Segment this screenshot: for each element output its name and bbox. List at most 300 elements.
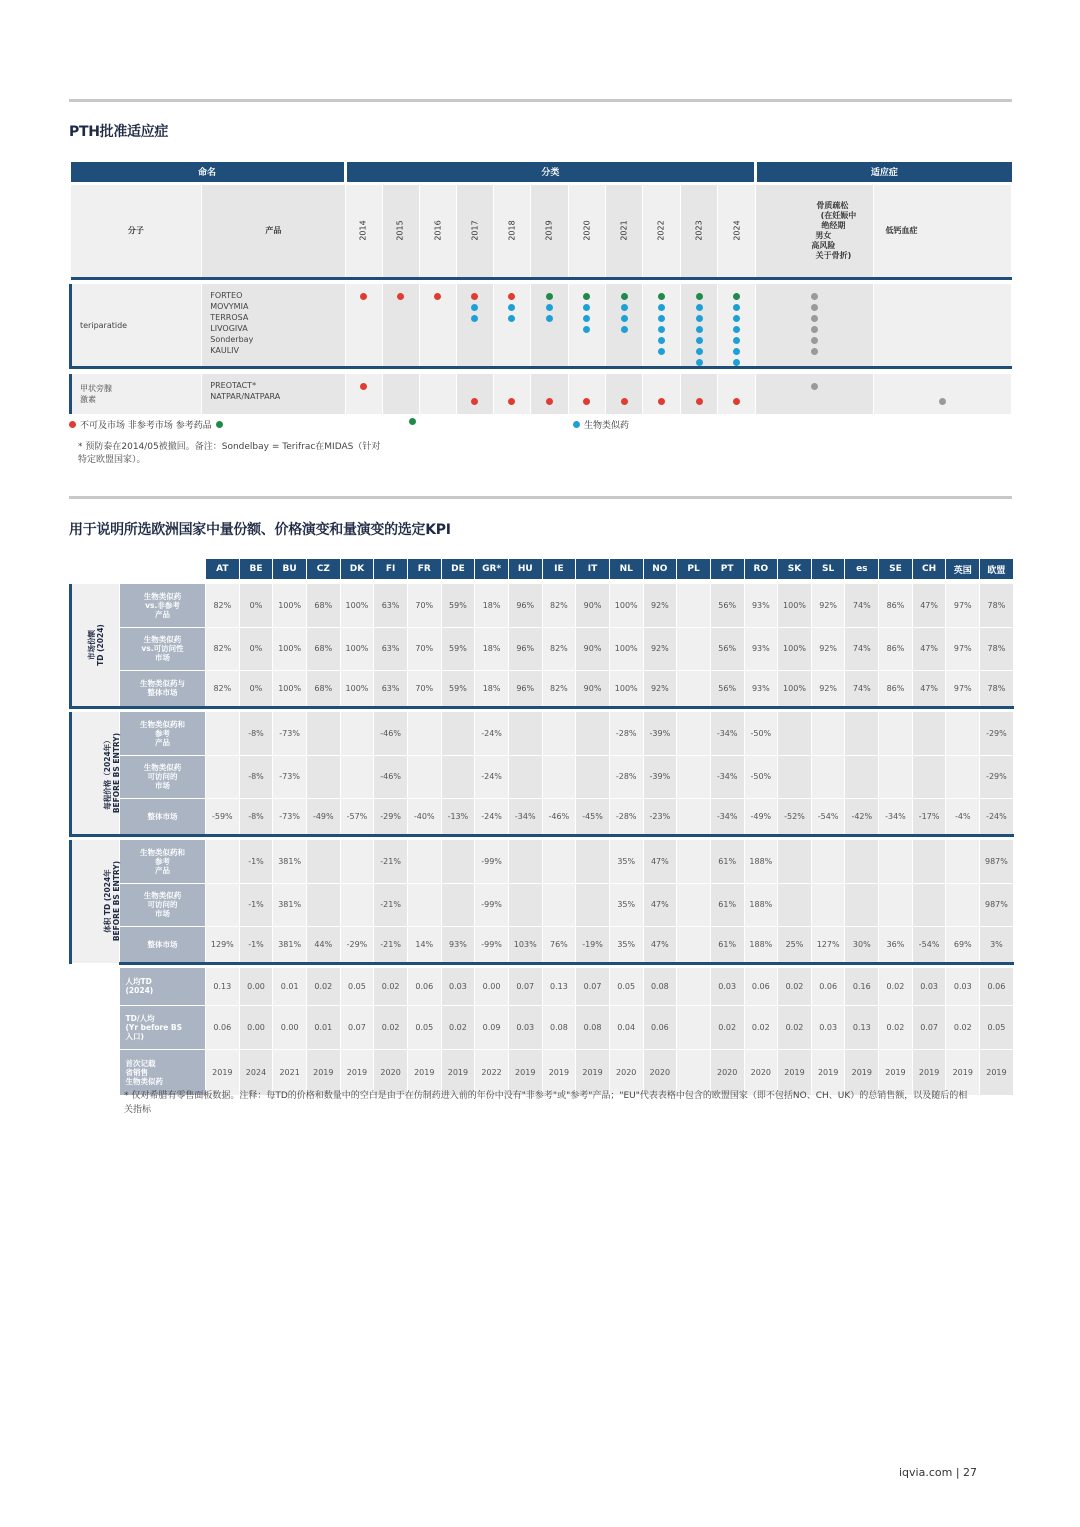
kpi-extra-cell: 0.03 — [811, 1005, 845, 1049]
kpi-extra-label: 首次记载 省销售 生物类似药 — [120, 1049, 206, 1095]
kpi-cell — [879, 755, 913, 798]
kpi-cell: 96% — [508, 627, 542, 670]
kpi-cell: -99% — [475, 926, 509, 963]
kpi-extra-cell: 2020 — [744, 1049, 778, 1095]
kpi-cell: -50% — [744, 712, 778, 755]
product-list-teriparatide — [202, 284, 345, 368]
indication-table — [69, 162, 1012, 414]
approval-dot-green — [696, 293, 703, 300]
kpi-cell: -39% — [643, 712, 677, 755]
country-header: FR — [407, 559, 441, 579]
country-header: BU — [273, 559, 307, 579]
kpi-cell: 97% — [946, 627, 980, 670]
dots-r0-y9 — [681, 284, 718, 368]
kpi-extra-cell: 2020 — [710, 1049, 744, 1095]
kpi-cell: -24% — [475, 755, 509, 798]
kpi-cell — [542, 755, 576, 798]
kpi-cell: -34% — [710, 755, 744, 798]
approval-dot-blue — [696, 359, 703, 366]
kpi-extra-cell: 2022 — [475, 1049, 509, 1095]
approval-dot-green — [733, 293, 740, 300]
kpi-cell: 96% — [508, 584, 542, 627]
kpi-cell: 82% — [206, 670, 240, 707]
legend-green-standalone — [409, 418, 416, 425]
kpi-cell: -34% — [710, 798, 744, 835]
approval-dot-blue — [621, 304, 628, 311]
kpi-extra-cell: 0.08 — [542, 1005, 576, 1049]
kpi-cell — [340, 712, 374, 755]
legend-green-dot-icon-2 — [409, 418, 416, 425]
kpi-extra-cell: 0.04 — [609, 1005, 643, 1049]
kpi-cell: 61% — [710, 840, 744, 883]
kpi-extra-cell: 2019 — [845, 1049, 879, 1095]
molecule-teriparatide: teriparatide — [71, 284, 202, 368]
approval-dot-blue — [658, 348, 665, 355]
kpi-cell: 82% — [542, 584, 576, 627]
dots-r1-y0 — [345, 374, 382, 414]
kpi-cell: 70% — [407, 584, 441, 627]
kpi-cell: 92% — [643, 627, 677, 670]
approval-dot-blue — [658, 304, 665, 311]
kpi-cell — [811, 883, 845, 926]
kpi-extra-cell: 0.13 — [206, 968, 240, 1005]
year-2020: 2020 — [568, 183, 605, 278]
kpi-cell: 381% — [273, 883, 307, 926]
dots-r0-y7 — [606, 284, 643, 368]
kpi-cell: 82% — [542, 670, 576, 707]
kpi-extra-cell: 0.06 — [811, 968, 845, 1005]
kpi-cell — [441, 840, 475, 883]
kpi-cell — [407, 712, 441, 755]
country-header: DE — [441, 559, 475, 579]
year-2015: 2015 — [382, 183, 419, 278]
kpi-extra-cell: 0.06 — [643, 1005, 677, 1049]
approval-dot-green — [583, 293, 590, 300]
dots-r1-y8 — [643, 374, 681, 414]
approval-dot-red — [471, 293, 478, 300]
kpi-cell — [441, 712, 475, 755]
kpi-cell: 35% — [609, 840, 643, 883]
kpi-cell: 82% — [542, 627, 576, 670]
kpi-cell — [206, 755, 240, 798]
kpi-cell: 987% — [980, 840, 1014, 883]
kpi-cell: 14% — [407, 926, 441, 963]
kpi-group-label: 市场份额 TD (2024) — [71, 584, 120, 707]
product-sonderbay: Sonderbay — [210, 335, 254, 344]
kpi-cell — [441, 755, 475, 798]
kpi-extra-cell: 2019 — [879, 1049, 913, 1095]
kpi-cell — [845, 755, 879, 798]
dots-r1-ind2 — [873, 374, 1011, 414]
kpi-cell — [306, 883, 340, 926]
kpi-cell: -24% — [475, 712, 509, 755]
indication-dot-grey — [811, 293, 818, 300]
kpi-cell: 90% — [576, 627, 610, 670]
kpi-cell: -1% — [239, 926, 273, 963]
kpi-cell — [306, 712, 340, 755]
kpi-cell: 93% — [744, 670, 778, 707]
approval-dot-blue — [696, 337, 703, 344]
kpi-cell: 74% — [845, 670, 879, 707]
kpi-cell: 92% — [811, 627, 845, 670]
kpi-extra-cell: 0.02 — [374, 1005, 408, 1049]
kpi-cell: 100% — [778, 584, 812, 627]
kpi-cell: 44% — [306, 926, 340, 963]
approval-dot-red — [471, 398, 478, 405]
dots-r1-y1 — [382, 374, 419, 414]
kpi-row-label: 生物类似药和 参考 产品 — [120, 840, 206, 883]
kpi-extra-cell: 0.00 — [239, 1005, 273, 1049]
kpi-extra-cell: 0.00 — [239, 968, 273, 1005]
product-preotact: PREOTACT* — [210, 380, 257, 390]
kpi-extra-cell: 2019 — [778, 1049, 812, 1095]
kpi-cell: 63% — [374, 584, 408, 627]
kpi-cell: 100% — [609, 584, 643, 627]
kpi-cell: 97% — [946, 670, 980, 707]
kpi-cell: -73% — [273, 755, 307, 798]
kpi-cell: 25% — [778, 926, 812, 963]
kpi-cell — [508, 883, 542, 926]
kpi-extra-label: 人均TD (2024) — [120, 968, 206, 1005]
kpi-extra-cell: 0.02 — [778, 1005, 812, 1049]
approval-dot-red — [546, 398, 553, 405]
kpi-cell: 56% — [710, 670, 744, 707]
approval-dot-blue — [733, 326, 740, 333]
year-2014: 2014 — [345, 183, 382, 278]
kpi-cell: 35% — [609, 926, 643, 963]
kpi-cell — [778, 755, 812, 798]
legend-right: 生物类似药 — [573, 418, 629, 431]
kpi-cell: -54% — [811, 798, 845, 835]
kpi-extra-cell: 0.02 — [946, 1005, 980, 1049]
kpi-cell — [340, 840, 374, 883]
kpi-cell: -73% — [273, 712, 307, 755]
kpi-group-label: 每程价格（2024年） BEFORE BS ENTRY) — [71, 712, 120, 835]
kpi-group-label: 体积 TD (2024年 BEFORE BS ENTRY) — [71, 840, 120, 963]
kpi-cell: 70% — [407, 670, 441, 707]
year-2023: 2023 — [681, 183, 718, 278]
kpi-cell: -29% — [980, 712, 1014, 755]
dots-r0-y3 — [456, 284, 493, 368]
kpi-cell: 47% — [643, 926, 677, 963]
kpi-cell: 129% — [206, 926, 240, 963]
kpi-extra-cell: 0.02 — [778, 968, 812, 1005]
kpi-cell — [879, 883, 913, 926]
kpi-cell: -4% — [946, 798, 980, 835]
country-header: FI — [374, 559, 408, 579]
country-header: SE — [879, 559, 913, 579]
kpi-extra-cell: 2020 — [609, 1049, 643, 1095]
approval-dot-red — [360, 293, 367, 300]
approval-dot-blue — [508, 315, 515, 322]
kpi-cell — [508, 712, 542, 755]
approval-dot-blue — [696, 315, 703, 322]
kpi-cell — [306, 840, 340, 883]
kpi-cell: 96% — [508, 670, 542, 707]
kpi-cell — [677, 670, 711, 707]
kpi-cell: -54% — [912, 926, 946, 963]
kpi-cell — [407, 840, 441, 883]
kpi-cell: -40% — [407, 798, 441, 835]
kpi-table — [69, 559, 1014, 1096]
country-header: DK — [340, 559, 374, 579]
kpi-cell — [206, 840, 240, 883]
kpi-cell: 100% — [340, 670, 374, 707]
approval-dot-blue — [733, 337, 740, 344]
kpi-cell: -21% — [374, 883, 408, 926]
legend-green-dot-icon — [216, 421, 223, 428]
country-header: PT — [710, 559, 744, 579]
kpi-cell: 56% — [710, 627, 744, 670]
kpi-extra-cell: 2019 — [340, 1049, 374, 1095]
kpi-extra-cell: 0.02 — [306, 968, 340, 1005]
kpi-cell: 74% — [845, 627, 879, 670]
kpi-extra-cell: 0.07 — [508, 968, 542, 1005]
kpi-cell: -42% — [845, 798, 879, 835]
kpi-extra-cell: 2019 — [542, 1049, 576, 1095]
kpi-cell: 78% — [980, 584, 1014, 627]
kpi-cell: 63% — [374, 627, 408, 670]
legend-left: 不可及市场 非参考市场 参考药品 — [69, 418, 223, 431]
kpi-cell: 100% — [273, 670, 307, 707]
legend-blue-dot-icon — [573, 421, 580, 428]
kpi-cell: -34% — [508, 798, 542, 835]
kpi-extra-cell: 0.06 — [206, 1005, 240, 1049]
kpi-cell: -46% — [374, 712, 408, 755]
approval-dot-red — [360, 383, 367, 390]
year-2017: 2017 — [456, 183, 493, 278]
kpi-extra-cell: 2019 — [912, 1049, 946, 1095]
country-header: NL — [609, 559, 643, 579]
approval-dot-blue — [658, 337, 665, 344]
kpi-cell — [879, 840, 913, 883]
kpi-cell: 100% — [273, 584, 307, 627]
kpi-cell: 76% — [542, 926, 576, 963]
kpi-cell — [946, 840, 980, 883]
kpi-extra-cell: 0.02 — [744, 1005, 778, 1049]
kpi-extra-cell: 2024 — [239, 1049, 273, 1095]
kpi-cell — [677, 755, 711, 798]
kpi-cell: 68% — [306, 670, 340, 707]
country-header: AT — [206, 559, 240, 579]
molecule-pth: 甲状旁腺 激素 — [71, 374, 202, 414]
kpi-extra-cell: 0.03 — [912, 968, 946, 1005]
kpi-extra-cell: 0.08 — [643, 968, 677, 1005]
kpi-extra-cell: 2021 — [273, 1049, 307, 1095]
year-2016: 2016 — [419, 183, 456, 278]
kpi-cell: 36% — [879, 926, 913, 963]
year-2019: 2019 — [530, 183, 568, 278]
country-header: RO — [744, 559, 778, 579]
approval-dot-red — [733, 398, 740, 405]
kpi-extra-cell: 2019 — [946, 1049, 980, 1095]
dots-r0-y8 — [643, 284, 681, 368]
kpi-cell — [340, 883, 374, 926]
kpi-extra-cell — [677, 1005, 711, 1049]
kpi-extra-cell: 0.05 — [609, 968, 643, 1005]
approval-dot-red — [583, 398, 590, 405]
section2-title: 用于说明所选欧洲国家中量份额、价格演变和量演变的选定KPI — [69, 522, 451, 538]
kpi-row-label: 生物类似药 可访问的 市场 — [120, 755, 206, 798]
indication-dot-grey — [811, 304, 818, 311]
kpi-cell: -49% — [306, 798, 340, 835]
dots-r1-y2 — [419, 374, 456, 414]
indication-dot-grey — [811, 383, 818, 390]
kpi-cell — [879, 712, 913, 755]
middle-rule — [69, 496, 1012, 499]
approval-dot-red — [621, 398, 628, 405]
legend-red-dot-icon — [69, 421, 76, 428]
kpi-cell — [306, 755, 340, 798]
country-header: BE — [239, 559, 273, 579]
approval-dot-blue — [471, 315, 478, 322]
section1-footnote: * 预防泰在2014/05被撤回。备注：Sondelbay = Terifrac在MIDAS（针对 特定欧盟国家）。 — [78, 442, 381, 465]
country-header: es — [845, 559, 879, 579]
approval-dot-blue — [621, 315, 628, 322]
kpi-extra-cell: 0.09 — [475, 1005, 509, 1049]
kpi-cell — [677, 926, 711, 963]
kpi-cell: 47% — [643, 840, 677, 883]
kpi-extra-label: TD/人均 (Yr before BS 入口) — [120, 1005, 206, 1049]
kpi-extra-cell: 0.01 — [273, 968, 307, 1005]
kpi-row-label: 整体市场 — [120, 798, 206, 835]
kpi-extra-cell: 0.05 — [340, 968, 374, 1005]
country-header: PL — [677, 559, 711, 579]
kpi-cell — [340, 755, 374, 798]
approval-dot-blue — [696, 348, 703, 355]
group-header-class: 分类 — [345, 162, 756, 183]
kpi-cell — [677, 840, 711, 883]
approval-dot-blue — [621, 326, 628, 333]
kpi-cell — [441, 883, 475, 926]
kpi-extra-cell: 0.03 — [946, 968, 980, 1005]
dots-r0-ind2 — [873, 284, 1011, 368]
product-movymia: MOVYMIA — [210, 302, 249, 311]
country-header: CZ — [306, 559, 340, 579]
kpi-cell: 47% — [912, 627, 946, 670]
kpi-extra-cell: 0.08 — [576, 1005, 610, 1049]
kpi-cell: -17% — [912, 798, 946, 835]
dots-r1-y4 — [493, 374, 530, 414]
kpi-cell — [778, 712, 812, 755]
kpi-cell: 18% — [475, 627, 509, 670]
kpi-cell — [845, 883, 879, 926]
approval-dot-blue — [658, 326, 665, 333]
approval-dot-blue — [546, 315, 553, 322]
kpi-cell: -34% — [710, 712, 744, 755]
kpi-cell: -59% — [206, 798, 240, 835]
kpi-extra-cell: 0.03 — [710, 968, 744, 1005]
kpi-cell: 0% — [239, 670, 273, 707]
approval-dot-blue — [733, 315, 740, 322]
product-forteo: FORTEO — [210, 291, 243, 300]
kpi-cell: 68% — [306, 584, 340, 627]
indication-dot-grey — [939, 398, 946, 405]
kpi-cell: -8% — [239, 755, 273, 798]
kpi-extra-cell: 0.13 — [845, 1005, 879, 1049]
kpi-row-label: 生物类似药 vs.可访问性 市场 — [120, 627, 206, 670]
kpi-cell: 188% — [744, 840, 778, 883]
kpi-cell — [542, 712, 576, 755]
kpi-cell — [576, 755, 610, 798]
approval-dot-green — [546, 293, 553, 300]
section2-note: * 仅对希腊有零售面板数据。注释：每TD的价格和数量中的空白是由于在仿制药进入前的年份中没有"非参考"或"参考"产品；"EU"代表表格中包含的欧盟国家（即不包括NO、CH、UK）的总销售额，以及随后的相关指标 — [124, 1091, 968, 1115]
approval-dot-red — [658, 398, 665, 405]
kpi-cell — [778, 883, 812, 926]
kpi-cell — [811, 755, 845, 798]
dots-r0-y0 — [345, 284, 382, 368]
country-header: SL — [811, 559, 845, 579]
kpi-cell: -99% — [475, 840, 509, 883]
kpi-cell: -50% — [744, 755, 778, 798]
kpi-extra-cell: 0.03 — [508, 1005, 542, 1049]
kpi-cell: 0% — [239, 584, 273, 627]
kpi-cell: -1% — [239, 840, 273, 883]
approval-dot-blue — [733, 359, 740, 366]
kpi-cell — [677, 712, 711, 755]
top-rule — [69, 99, 1012, 102]
kpi-cell: 18% — [475, 670, 509, 707]
kpi-cell: 35% — [609, 883, 643, 926]
approval-dot-blue — [733, 348, 740, 355]
kpi-cell: 59% — [441, 584, 475, 627]
kpi-cell: 90% — [576, 584, 610, 627]
kpi-cell: -73% — [273, 798, 307, 835]
kpi-cell: -39% — [643, 755, 677, 798]
country-header: CH — [912, 559, 946, 579]
kpi-cell: 47% — [912, 584, 946, 627]
kpi-cell — [912, 755, 946, 798]
kpi-cell — [677, 584, 711, 627]
kpi-extra-cell: 0.05 — [980, 1005, 1014, 1049]
kpi-cell: -23% — [643, 798, 677, 835]
kpi-cell — [576, 840, 610, 883]
kpi-extra-cell: 0.02 — [441, 1005, 475, 1049]
country-header: 英国 — [946, 559, 980, 579]
kpi-cell: -99% — [475, 883, 509, 926]
indication-hypocalcemia: 低钙血症 — [873, 183, 1011, 278]
kpi-cell: 93% — [744, 584, 778, 627]
group-header-name: 命名 — [71, 162, 346, 183]
kpi-extra-cell: 0.13 — [542, 968, 576, 1005]
kpi-cell: 56% — [710, 584, 744, 627]
kpi-cell — [946, 712, 980, 755]
dots-r1-y10 — [718, 374, 756, 414]
kpi-cell: 92% — [643, 584, 677, 627]
approval-dot-blue — [508, 304, 515, 311]
kpi-cell — [508, 840, 542, 883]
kpi-cell: 68% — [306, 627, 340, 670]
indication-dot-grey — [811, 337, 818, 344]
kpi-cell: 59% — [441, 670, 475, 707]
kpi-cell — [845, 712, 879, 755]
kpi-row-label: 整体市场 — [120, 926, 206, 963]
kpi-cell: 78% — [980, 670, 1014, 707]
indication-dot-grey — [811, 348, 818, 355]
kpi-extra-cell: 0.07 — [340, 1005, 374, 1049]
kpi-row-label: 生物类似药 vs.非参考 产品 — [120, 584, 206, 627]
kpi-cell — [407, 755, 441, 798]
country-header: IT — [576, 559, 610, 579]
kpi-cell: 188% — [744, 926, 778, 963]
kpi-cell — [677, 627, 711, 670]
kpi-cell: -29% — [340, 926, 374, 963]
kpi-extra-cell: 0.07 — [576, 968, 610, 1005]
kpi-cell: 82% — [206, 627, 240, 670]
kpi-cell: 61% — [710, 883, 744, 926]
kpi-extra-cell: 0.03 — [441, 968, 475, 1005]
approval-dot-red — [508, 398, 515, 405]
